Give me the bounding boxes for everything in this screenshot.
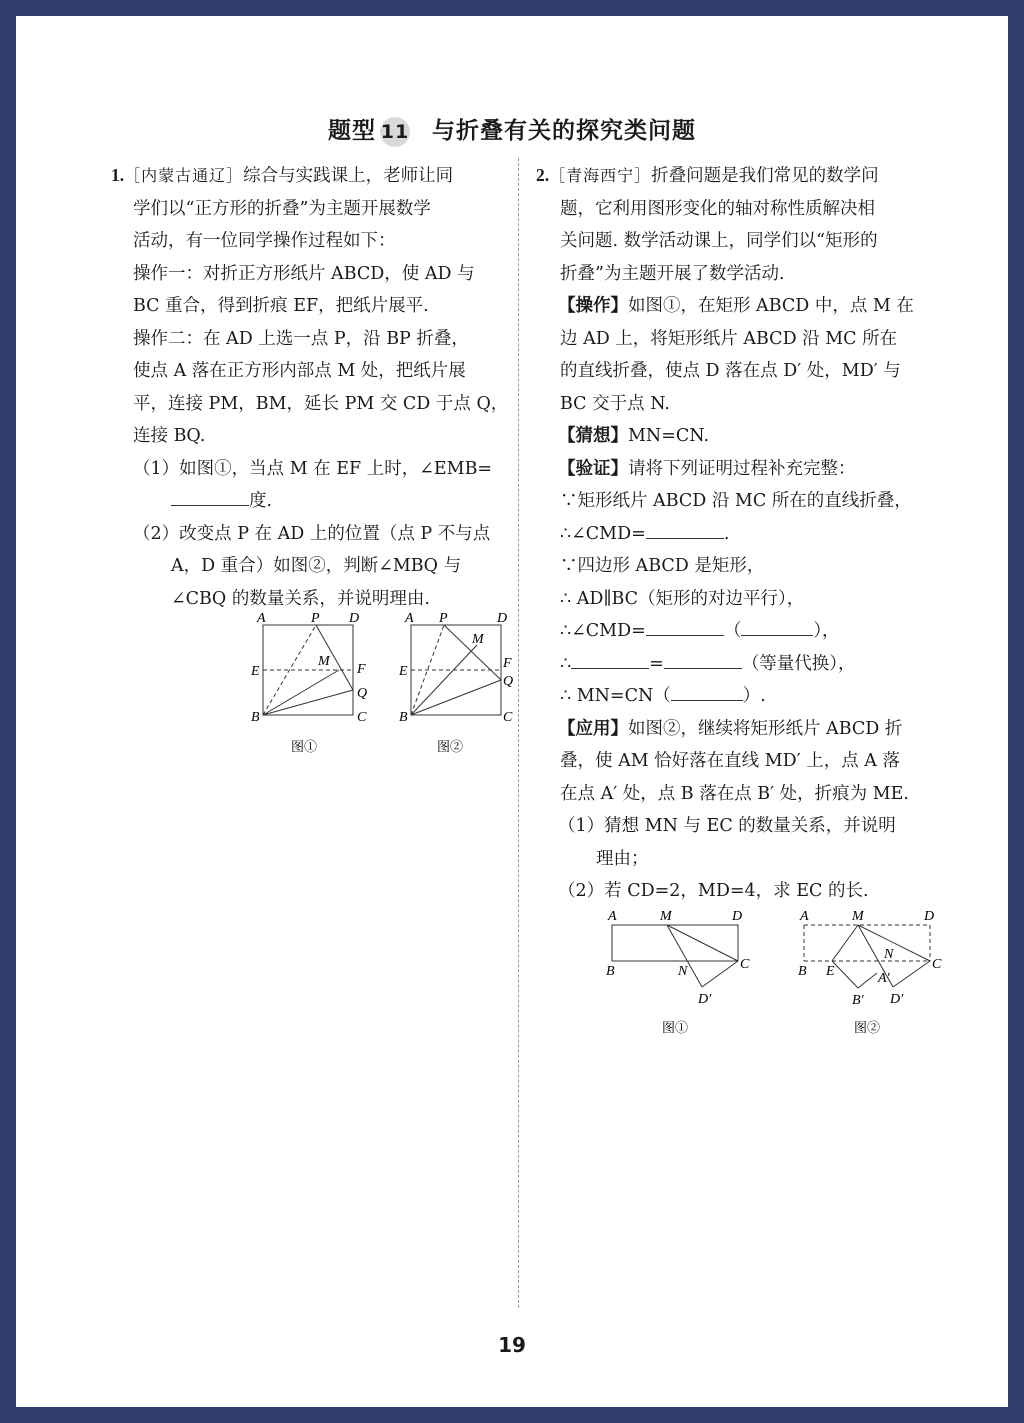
proof-text: ∴ MN=CN（	[560, 686, 671, 706]
label-D: D	[497, 611, 508, 626]
figure-caption: 图②	[437, 739, 464, 754]
answer-blank[interactable]	[646, 617, 724, 636]
figure-2-1	[606, 909, 750, 1035]
question-1-1: （1）如图①，当点 M 在 EF 上时，∠EMB=	[133, 458, 493, 479]
apply-line: 叠，使 AM 恰好落在直线 MD′ 上，点 A 落	[560, 751, 900, 771]
proof-line: ∴∠CMD= .	[536, 518, 928, 551]
label-D-prime: D′	[890, 991, 904, 1007]
operation-line: BC 交于点 N.	[560, 393, 670, 414]
proof-line: ∴ AD∥BC（矩形的对边平行），	[560, 588, 805, 609]
operation-line: 边 AD 上，将矩形纸片 ABCD 沿 MC 所在	[560, 328, 898, 349]
label-F: F	[503, 656, 512, 671]
problem-1-figures	[111, 611, 514, 765]
reason-blank[interactable]	[741, 617, 813, 636]
proof-line	[536, 648, 928, 681]
label-D: D	[349, 611, 360, 626]
question-2-1: （1）猜想 MN 与 EC 的数量关系，并说明	[558, 816, 896, 836]
verify-text: 请将下列证明过程补充完整：	[628, 458, 856, 479]
label-B: B	[399, 710, 408, 725]
label-A-prime: A′	[878, 970, 890, 986]
proof-line: ∵矩形纸片 ABCD 沿 MC 所在的直线折叠，	[560, 491, 912, 511]
label-E: E	[399, 664, 408, 679]
operation-tag: 【操作】	[558, 296, 628, 316]
question-1-1-answer	[111, 485, 506, 518]
label-D: D	[732, 908, 743, 924]
question-1-2-line: A，D 重合）如图②，判断∠MBQ 与	[171, 556, 462, 576]
proof-line: ∵四边形 ABCD 是矩形，	[560, 556, 765, 576]
question-1-2-line: ∠CBQ 的数量关系，并说明理由.	[171, 588, 430, 609]
label-C: C	[357, 710, 367, 725]
label-M: M	[472, 632, 484, 647]
label-F: F	[357, 662, 366, 677]
problem-2-line: 折叠”为主题开展了数学活动.	[560, 263, 785, 284]
proof-line: ∴∠CMD= （ ），	[536, 615, 928, 648]
label-Q: Q	[503, 674, 514, 689]
proof-text: ）.	[742, 686, 766, 706]
problem-2-line: 关问题. 数学活动课上，同学们以“矩形的	[560, 231, 878, 251]
label-Q: Q	[357, 686, 368, 701]
label-A: A	[257, 611, 266, 626]
problem-1-line: 学们以“正方形的折叠”为主题开展数学	[133, 198, 431, 219]
problem-2-line: 折叠问题是我们常见的数学问	[651, 166, 879, 186]
label-N: N	[884, 946, 894, 962]
problem-2	[536, 159, 942, 1058]
label-B-prime: B′	[852, 992, 864, 1008]
label-A: A	[405, 611, 414, 626]
section-title	[16, 112, 1008, 147]
problem-1-number: 1.	[111, 165, 125, 185]
proof-text: ∴∠CMD=	[560, 621, 646, 641]
label-P: P	[439, 611, 448, 626]
figure-1-2	[398, 611, 513, 754]
label-D: D	[924, 908, 935, 924]
label-M: M	[660, 908, 672, 924]
answer-blank[interactable]	[664, 650, 742, 669]
label-E: E	[251, 664, 260, 679]
title-label: 题型	[327, 118, 376, 144]
problem-1-line: 操作一：对折正方形纸片 ABCD，使 AD 与	[133, 263, 475, 284]
question-1-2: （2）改变点 P 在 AD 上的位置（点 P 不与点	[133, 523, 491, 544]
problem-2-figures	[536, 908, 942, 1058]
question-2-2: （2）若 CD=2，MD=4，求 EC 的长.	[558, 881, 869, 901]
problem-1-line: 活动，有一位同学操作过程如下：	[133, 231, 396, 251]
proof-text: ∴	[560, 653, 572, 674]
question-2-1-line: 理由；	[596, 848, 649, 869]
proof-text: （等量代换），	[741, 653, 856, 674]
label-N: N	[678, 963, 688, 979]
title-number-badge: 11	[380, 117, 410, 147]
figure-2-2	[798, 909, 942, 1035]
problem-2-source: ［青海西宁］	[549, 166, 652, 185]
answer-blank[interactable]	[171, 487, 249, 506]
proof-line	[536, 680, 928, 713]
reason-blank[interactable]	[671, 682, 743, 701]
answer-blank[interactable]	[571, 650, 649, 669]
column-divider	[518, 158, 519, 1308]
proof-text: ∴∠CMD=	[560, 523, 646, 544]
label-M: M	[852, 908, 864, 924]
label-A: A	[800, 908, 809, 924]
figure-1-1	[250, 611, 367, 754]
label-A: A	[608, 908, 617, 924]
problem-1-line: 使点 A 落在正方形内部点 M 处，把纸片展	[133, 361, 466, 381]
label-B: B	[251, 710, 260, 725]
page-number: 19	[498, 1333, 526, 1357]
title-text: 与折叠有关的探究类问题	[432, 118, 696, 144]
figure-caption: 图①	[662, 1019, 689, 1035]
label-C: C	[503, 710, 513, 725]
apply-line: 如图②，继续将矩形纸片 ABCD 折	[628, 718, 903, 739]
proof-text: =	[649, 653, 664, 674]
problem-1-line: 操作二：在 AD 上选一点 P，沿 BP 折叠，	[133, 328, 469, 349]
problem-2-number: 2.	[536, 165, 550, 185]
verify-tag: 【验证】	[558, 458, 628, 479]
label-M: M	[318, 654, 330, 669]
operation-line: 如图①，在矩形 ABCD 中，点 M 在	[628, 296, 914, 316]
problem-1-line: 平，连接 PM，BM，延长 PM 交 CD 于点 Q，	[133, 393, 509, 414]
label-C: C	[740, 956, 750, 972]
problem-1-source: ［内蒙古通辽］	[124, 166, 244, 185]
problem-1-line: 综合与实践课上，老师让同	[243, 166, 454, 186]
guess-tag: 【猜想】	[558, 426, 628, 446]
unit-label: 度.	[249, 491, 273, 511]
figure-caption: 图①	[291, 739, 318, 754]
label-E: E	[826, 963, 835, 979]
guess-text: MN=CN.	[628, 426, 710, 446]
apply-tag: 【应用】	[558, 718, 628, 739]
label-P: P	[311, 611, 320, 626]
label-B: B	[798, 963, 807, 979]
problem-2-line: 题，它利用图形变化的轴对称性质解决相	[560, 198, 875, 219]
label-B: B	[606, 963, 615, 979]
apply-line: 在点 A′ 处，点 B 落在点 B′ 处，折痕为 ME.	[560, 783, 909, 804]
problem-1-line: BC 重合，得到折痕 EF，把纸片展平.	[133, 296, 429, 316]
worksheet-page	[16, 16, 1008, 1407]
label-D-prime: D′	[698, 991, 712, 1007]
label-C: C	[932, 956, 942, 972]
problem-1	[111, 159, 514, 765]
answer-blank[interactable]	[646, 520, 724, 539]
operation-line: 的直线折叠，使点 D 落在点 D′ 处，MD′ 与	[560, 361, 901, 381]
figure-caption: 图②	[854, 1019, 881, 1035]
problem-1-line: 连接 BQ.	[133, 426, 206, 446]
